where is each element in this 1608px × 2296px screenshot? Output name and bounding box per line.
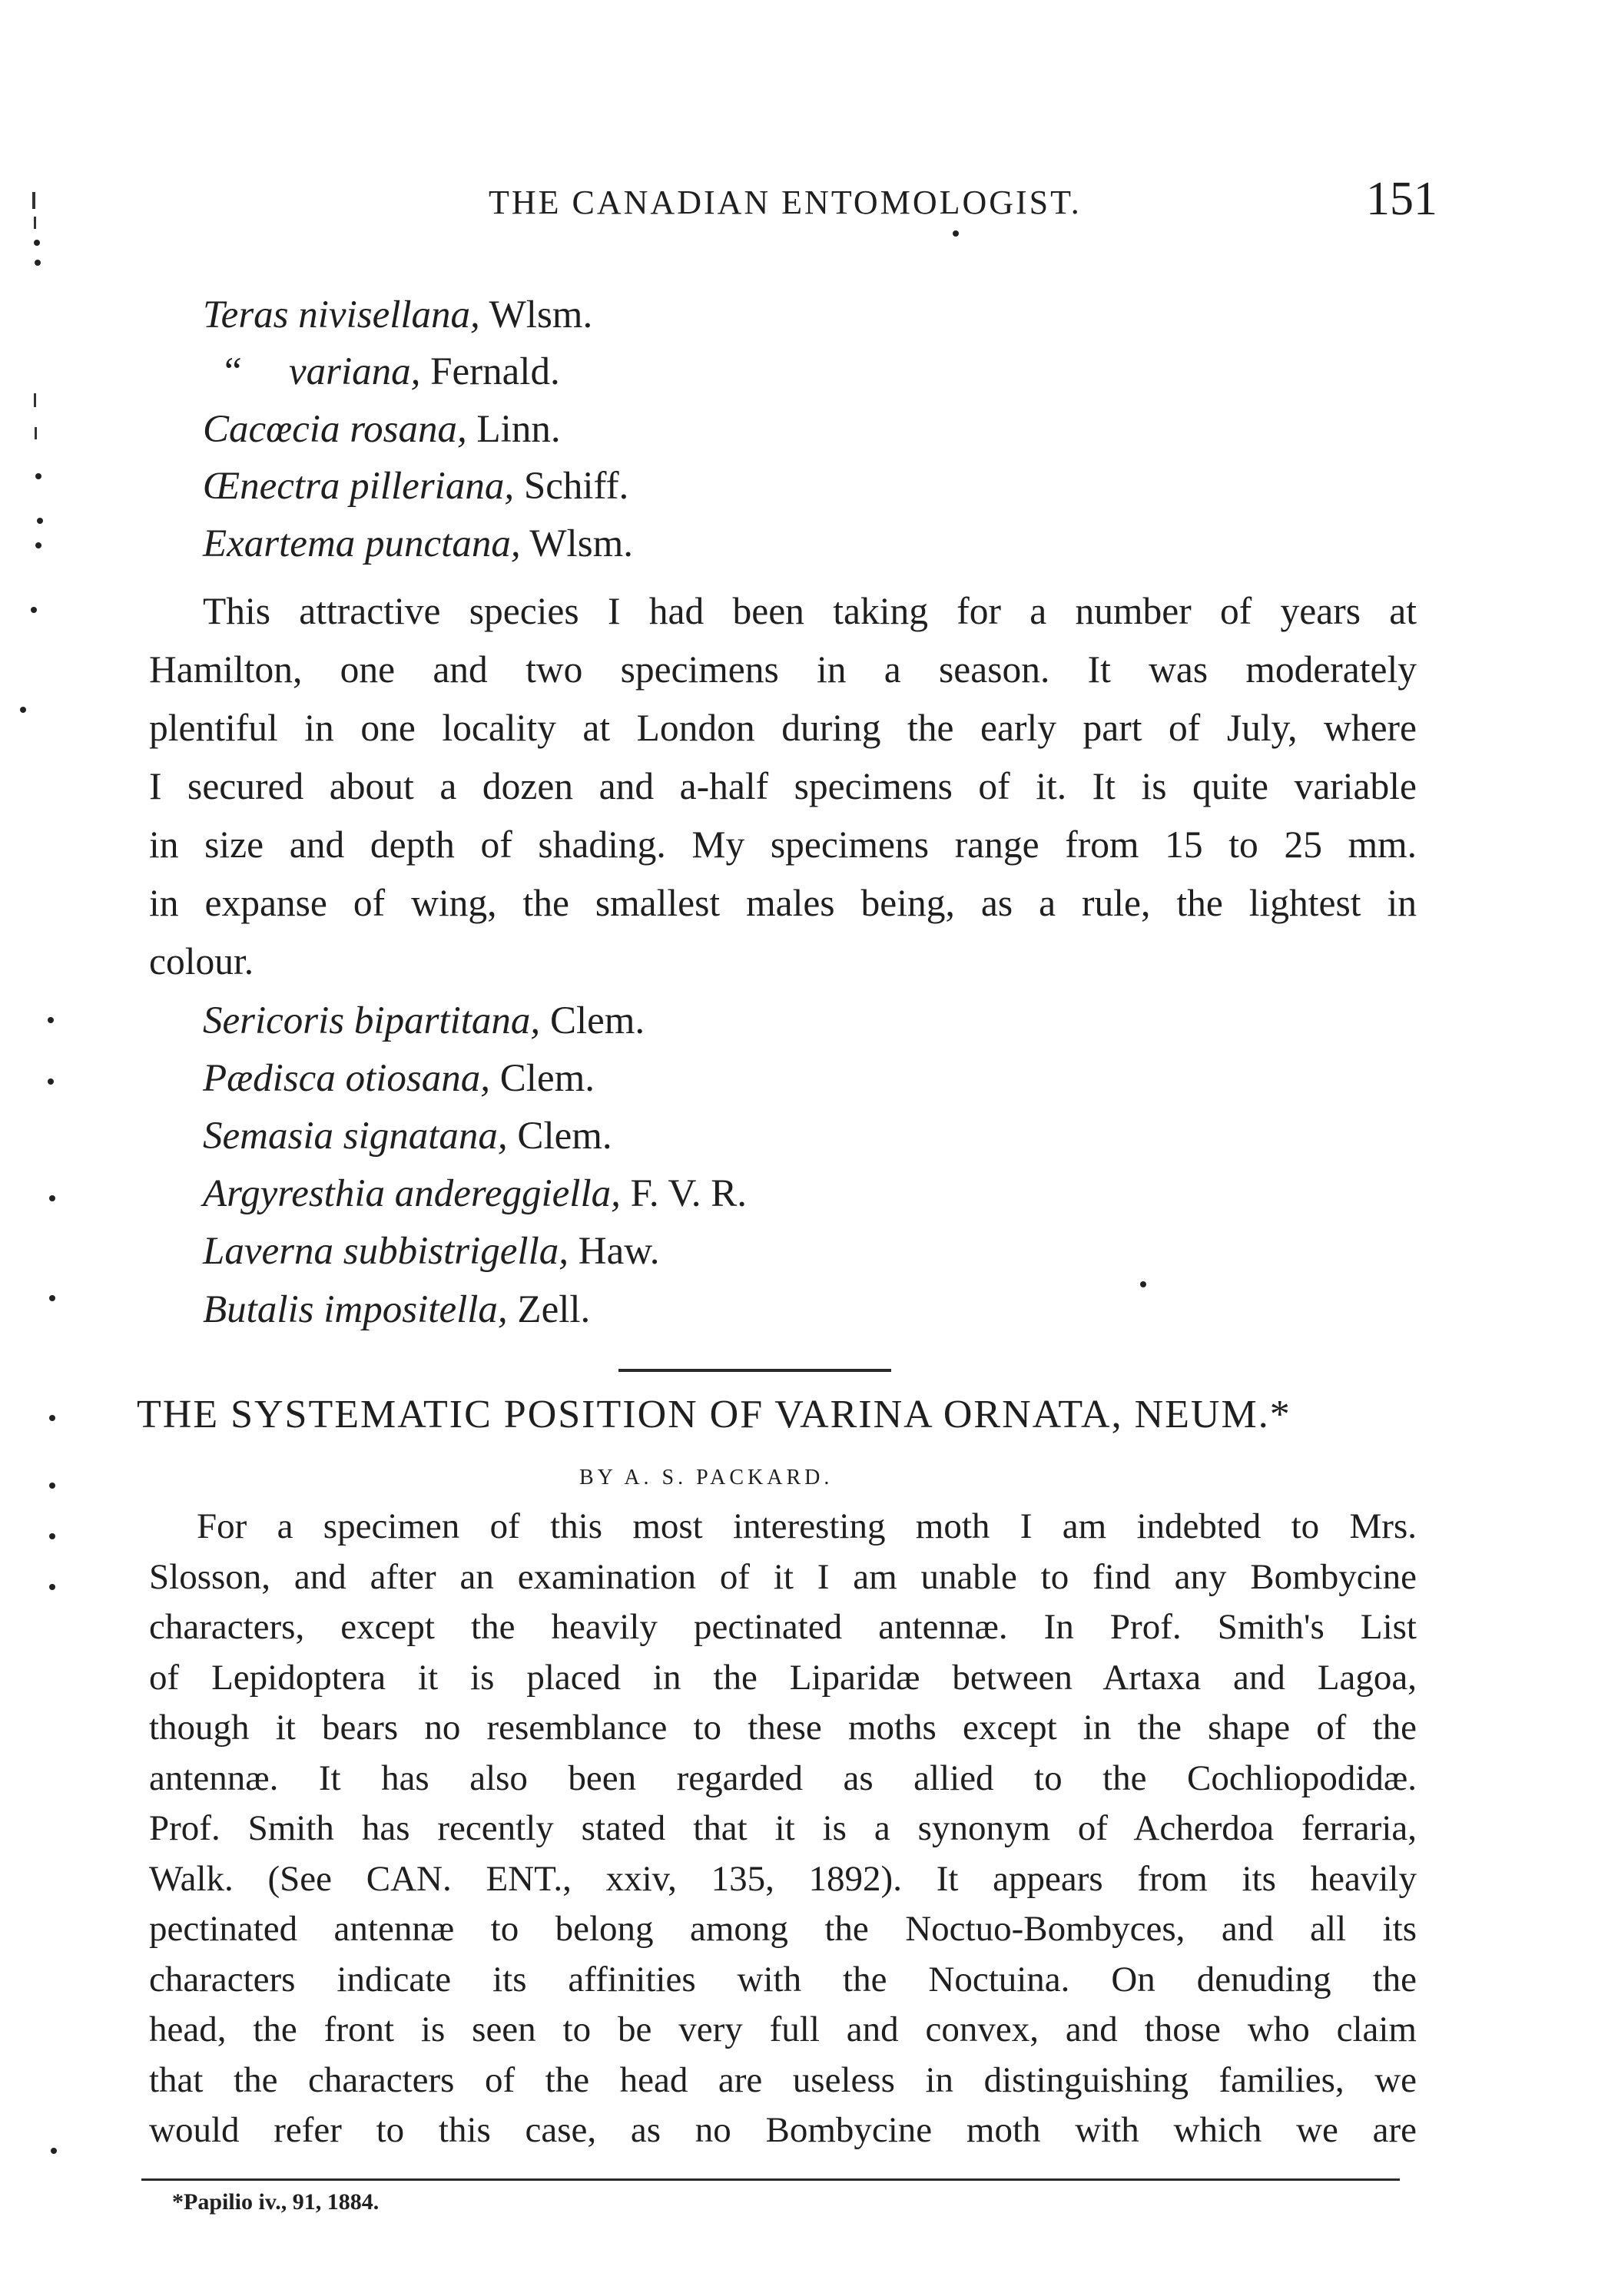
paragraph-species-note [149, 582, 1417, 991]
margin-scan-mark [34, 393, 36, 407]
text-line: antennæ. It has also been regarded as allied to the Cochliopodidæ. [149, 1758, 1417, 1798]
text-line: pectinated antennæ to belong among the Noctuo-Bombyces, and all its [149, 1909, 1417, 1949]
margin-scan-mark [49, 1533, 55, 1539]
species-author: Clem. [549, 999, 645, 1042]
species-author: Clem. [517, 1115, 612, 1158]
species-entry [203, 464, 628, 509]
species-name: Œnectra pilleriana, [203, 465, 515, 508]
footnote-rule [141, 2178, 1400, 2181]
text-line: Slosson, and after an examination of it I am unable to find any Bombycine [149, 1556, 1417, 1597]
species-entry [203, 350, 560, 394]
margin-scan-mark [20, 707, 26, 713]
article-title: THE SYSTEMATIC POSITION OF VARINA ORNATA, NEUM.* [137, 1393, 1291, 1436]
species-entry [203, 1287, 590, 1332]
text-line: characters, except the heavily pectinated antennæ. In Prof. Smith's List [149, 1607, 1417, 1647]
running-header-title: THE CANADIAN ENTOMOLOGIST. [489, 184, 1082, 221]
margin-scan-mark [32, 192, 35, 209]
text-line: plentiful in one locality at London during the early part of July, where [149, 707, 1417, 749]
margin-scan-mark [49, 1295, 55, 1301]
species-author: Clem. [499, 1057, 595, 1100]
margin-scan-mark [49, 1483, 55, 1489]
text-line: though it bears no resemblance to these moths except in the shape of the [149, 1708, 1417, 1748]
species-author: Linn. [476, 408, 561, 451]
species-entry [203, 1056, 595, 1101]
margin-scan-mark [35, 473, 41, 479]
species-entry [203, 522, 633, 566]
margin-scan-mark [49, 1195, 55, 1201]
species-name: Teras nivisellana, [203, 293, 480, 336]
species-name: Butalis impositella, [203, 1288, 508, 1331]
section-divider [618, 1369, 891, 1372]
margin-scan-mark [49, 1415, 55, 1421]
margin-scan-mark [34, 217, 36, 229]
text-line: in expanse of wing, the smallest males being, as a rule, the lightest in [149, 882, 1417, 924]
text-line: in size and depth of shading. My specimens range from 15 to 25 mm. [149, 823, 1417, 866]
species-author: Fernald. [430, 350, 560, 393]
margin-scan-mark [35, 427, 37, 439]
stray-dot [1140, 1281, 1146, 1287]
margin-scan-mark [37, 518, 43, 524]
margin-scan-mark [48, 1017, 54, 1023]
species-author: Wlsm. [489, 293, 593, 336]
species-author: Haw. [578, 1230, 660, 1273]
species-name: Pædisca otiosana, [203, 1057, 491, 1100]
species-name: Sericoris bipartitana, [203, 999, 541, 1042]
stray-dot [953, 230, 959, 237]
species-name: Argyresthia andereggiella, [203, 1172, 621, 1215]
margin-scan-mark [34, 240, 40, 246]
species-author: Wlsm. [529, 522, 633, 565]
species-entry [203, 1229, 660, 1274]
species-name: Laverna subbistrigella, [203, 1230, 569, 1273]
margin-scan-mark [51, 2148, 57, 2154]
text-line: would refer to this case, as no Bombycine moth with which we are [149, 2110, 1417, 2150]
text-line: I secured about a dozen and a-half specimens of it. It is quite variable [149, 765, 1417, 807]
article-author: BY A. S. PACKARD. [579, 1466, 834, 1489]
species-entry [203, 1114, 612, 1158]
text-line: of Lepidoptera it is placed in the Liparidæ between Artaxa and Lagoa, [149, 1657, 1417, 1698]
text-line: head, the front is seen to be very full and convex, and those who claim [149, 2009, 1417, 2049]
text-line: characters indicate its affinities with the Noctuina. On denuding the [149, 1959, 1417, 1999]
species-name: Cacœcia rosana, [203, 408, 467, 451]
margin-scan-mark [35, 260, 41, 266]
species-name: variana, [289, 350, 421, 393]
page-number: 151 [1366, 173, 1437, 225]
margin-scan-mark [35, 542, 41, 548]
margin-scan-mark [49, 1584, 55, 1590]
species-entry [203, 293, 592, 337]
text-line: Hamilton, one and two specimens in a season. It was moderately [149, 648, 1417, 691]
margin-scan-mark [48, 1078, 54, 1085]
species-author: Schiff. [523, 465, 629, 508]
species-name: Semasia signatana, [203, 1115, 508, 1158]
species-entry [203, 999, 645, 1043]
text-line: Walk. (See CAN. ENT., xxiv, 135, 1892). It appears from its heavily [149, 1858, 1417, 1899]
text-line: For a specimen of this most interesting moth I am indebted to Mrs. [197, 1506, 1417, 1546]
species-author: Zell. [517, 1288, 591, 1331]
article-body [149, 1502, 1417, 2156]
text-line: This attractive species I had been taking for a number of years at [203, 590, 1417, 632]
footnote: *Papilio iv., 91, 1884. [172, 2189, 380, 2215]
species-entry [203, 1171, 747, 1216]
margin-scan-mark [31, 607, 37, 613]
ditto-mark: “ [224, 350, 242, 393]
text-line: Prof. Smith has recently stated that it is a synonym of Acherdoa ferraria, [149, 1808, 1417, 1848]
species-author: F. V. R. [630, 1172, 748, 1215]
species-name: Exartema punctana, [203, 522, 521, 565]
text-line: colour. [149, 940, 254, 982]
text-line: that the characters of the head are useless in distinguishing families, we [149, 2059, 1417, 2100]
species-entry [203, 407, 561, 452]
